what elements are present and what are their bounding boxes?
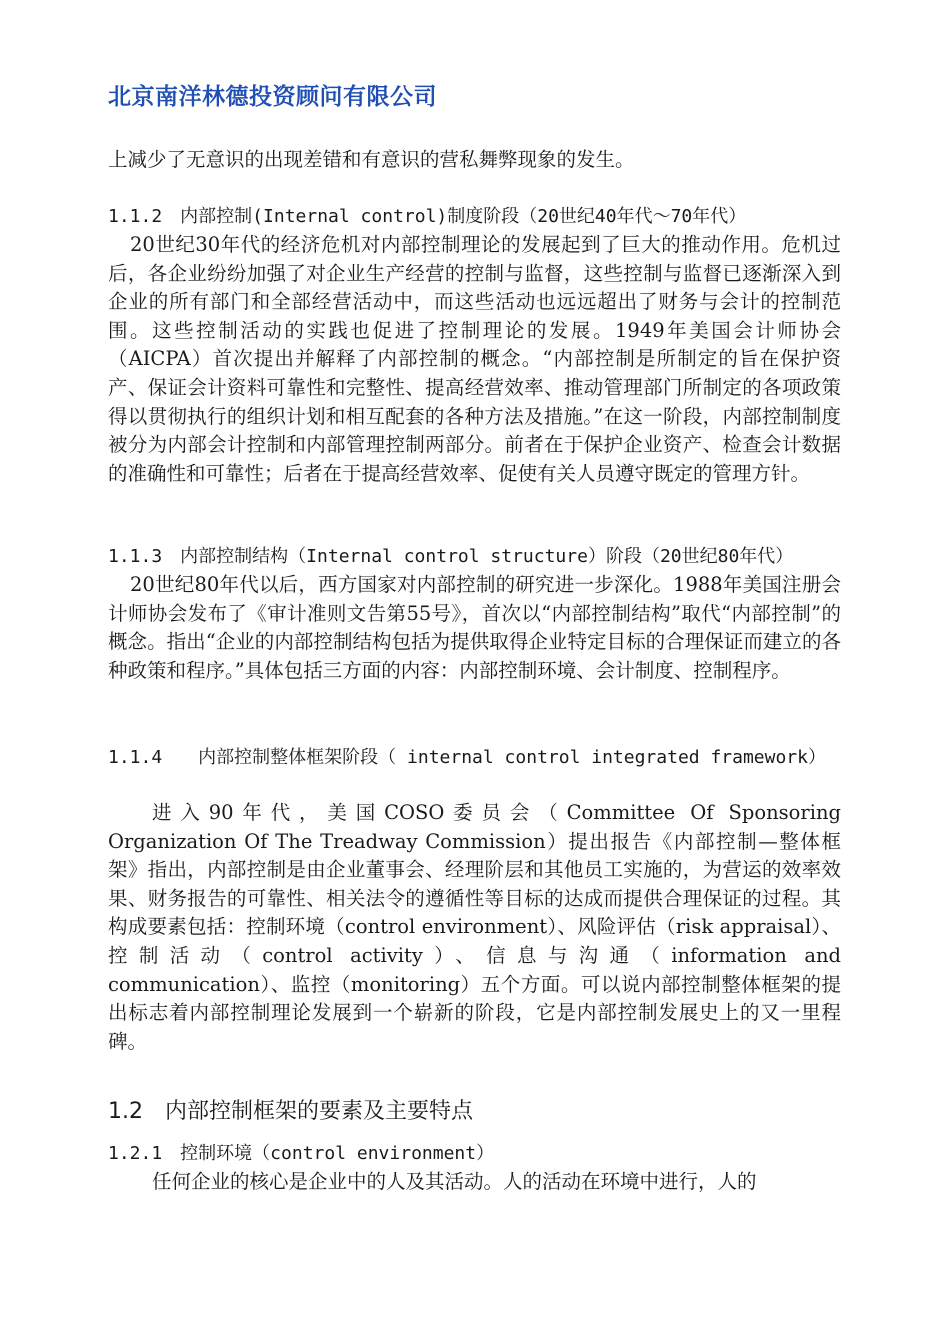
section-1-1-3-heading: 1.1.3 内部控制结构（Internal control structure）阶段（20世纪80年代） [108, 546, 794, 567]
section-1-1-3-body: 20世纪80年代以后，西方国家对内部控制的研究进一步深化。1988年美国注册会计师协会发布了《审计准则文告第55号》，首次以“内部控制结构”取代“内部控制”的概念。指出“企业的内部控制结构包括为提供取得企业特定目标的合理保证而建立的各种政策和程序。”具体包括三方面的内容：内部控制环境、会计制度、控制程序。 [108, 573, 841, 682]
section-1-2-1-body: 任何企业的核心是企业中的人及其活动。人的活动在环境中进行，人的 [152, 1170, 757, 1193]
section-1-1-4-heading: 1.1.4 内部控制整体框架阶段（ internal control integrated framework） [108, 747, 826, 768]
section-1-2-1-heading: 1.2.1 控制环境（control environment） [108, 1143, 495, 1164]
company-header: 北京南洋林德投资顾问有限公司 [108, 84, 437, 110]
section-1-1-4-body: 进入90年代，美国COSO委员会（Committee Of Sponsoring Organization Of The Treadway Commission）提出报告《内部控制—整体框架》指出，内部控制是由企业董事会、经理阶层和其他员工实施的，为营运的效率效果、财务报告的可靠性、相关法令的遵循性等目标的达成而提供合理保证的过程。其构成要素包括：控制环境（control environment）、风险评估（risk appraisal）、控制活动（control activity）、信息与沟通（information and communication）、监控（monitoring）五个方面。可以说内部控制整体框架的提出标志着内部控制理论发展到一个崭新的阶段，它是内部控制发展史上的又一里程碑。 [108, 801, 841, 1053]
intro-paragraph: 上减少了无意识的出现差错和有意识的营私舞弊现象的发生。 [108, 148, 635, 171]
section-1-1-2-heading: 1.1.2 内部控制(Internal control)制度阶段（20世纪40年代～70年代） [108, 206, 747, 227]
section-1-1-2-body: 20世纪30年代的经济危机对内部控制理论的发展起到了巨大的推动作用。危机过后，各企业纷纷加强了对企业生产经营的控制与监督，这些控制与监督已逐渐深入到企业的所有部门和全部经营活动中，而这些活动也远远超出了财务与会计的控制范围。这些控制活动的实践也促进了控制理论的发展。1949年美国会计师协会（AICPA）首次提出并解释了内部控制的概念。“内部控制是所制定的旨在保护资产、保证会计资料可靠性和完整性、提高经营效率、推动管理部门所制定的各项政策得以贯彻执行的组织计划和相互配套的各种方法及措施。”在这一阶段，内部控制制度被分为内部会计控制和内部管理控制两部分。前者在于保护企业资产、检查会计数据的准确性和可靠性；后者在于提高经营效率、促使有关人员遵守既定的管理方针。 [108, 233, 841, 485]
section-1-2-heading: 1.2 内部控制框架的要素及主要特点 [108, 1099, 473, 1124]
